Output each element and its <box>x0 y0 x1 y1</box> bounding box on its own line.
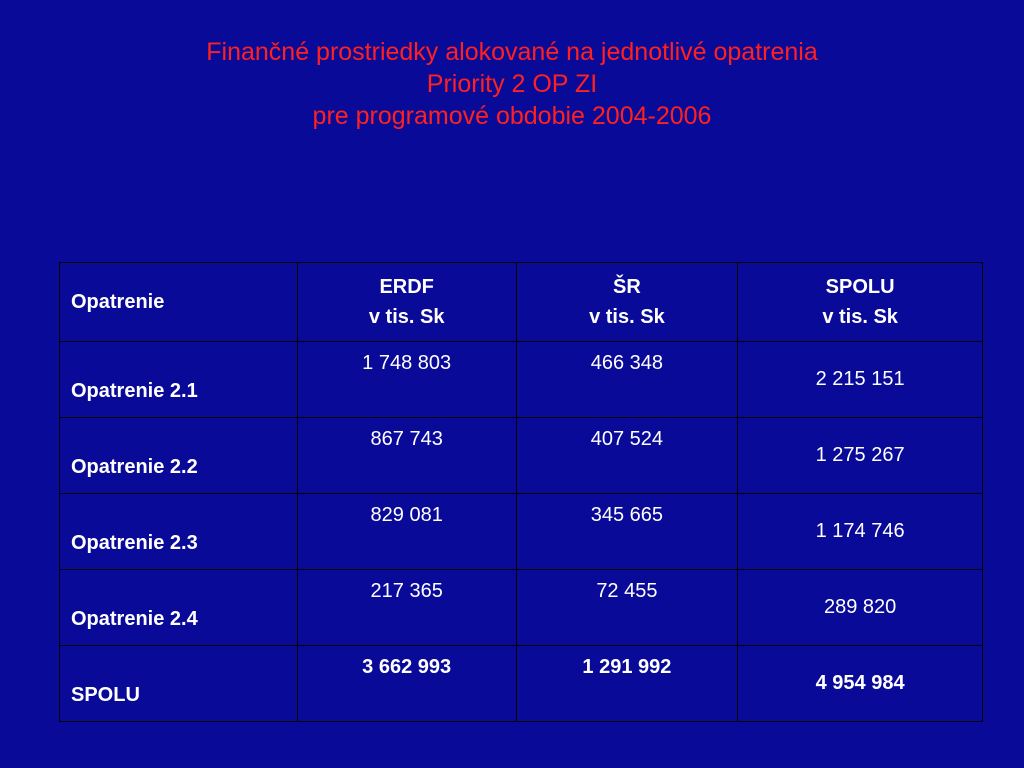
header-opatrenie-label: Opatrenie <box>71 291 165 313</box>
row-label-total: SPOLU <box>60 646 298 722</box>
allocation-table <box>59 262 983 722</box>
header-erdf-unit: v tis. Sk <box>368 306 445 328</box>
cell-sr-total: 1 291 992 <box>516 646 738 722</box>
cell-erdf: 829 081 <box>297 494 516 570</box>
title-line-2: Priority 2 OP ZI <box>426 70 598 98</box>
header-sr-label: ŠR <box>613 276 641 298</box>
row-label: Opatrenie 2.1 <box>60 342 298 418</box>
header-erdf <box>297 263 516 342</box>
cell-sr: 466 348 <box>516 342 738 418</box>
header-opatrenie <box>60 263 298 342</box>
cell-spolu-total: 4 954 984 <box>738 646 983 722</box>
cell-spolu: 2 215 151 <box>738 342 983 418</box>
cell-erdf: 867 743 <box>297 418 516 494</box>
table-row <box>60 418 983 494</box>
row-label: Opatrenie 2.2 <box>60 418 298 494</box>
table-row <box>60 494 983 570</box>
header-spolu-unit: v tis. Sk <box>822 306 898 328</box>
table-row <box>60 342 983 418</box>
row-label: Opatrenie 2.4 <box>60 570 298 646</box>
table-row <box>60 570 983 646</box>
header-erdf-label: ERDF <box>379 276 434 298</box>
header-sr <box>516 263 738 342</box>
header-sr-unit: v tis. Sk <box>589 306 665 328</box>
row-label: Opatrenie 2.3 <box>60 494 298 570</box>
title-line-1: Finančné prostriedky alokované na jednotlivé opatrenia <box>206 38 818 66</box>
cell-erdf-total: 3 662 993 <box>297 646 516 722</box>
slide-title <box>0 36 1024 132</box>
cell-spolu: 1 174 746 <box>738 494 983 570</box>
table-row-total <box>60 646 983 722</box>
cell-erdf: 217 365 <box>297 570 516 646</box>
cell-sr: 407 524 <box>516 418 738 494</box>
header-spolu <box>738 263 983 342</box>
cell-sr: 345 665 <box>516 494 738 570</box>
cell-spolu: 1 275 267 <box>738 418 983 494</box>
table-header-row <box>60 263 983 342</box>
cell-erdf: 1 748 803 <box>297 342 516 418</box>
cell-spolu: 289 820 <box>738 570 983 646</box>
header-spolu-label: SPOLU <box>825 276 895 298</box>
cell-sr: 72 455 <box>516 570 738 646</box>
title-line-3: pre programové obdobie 2004-2006 <box>312 102 712 130</box>
